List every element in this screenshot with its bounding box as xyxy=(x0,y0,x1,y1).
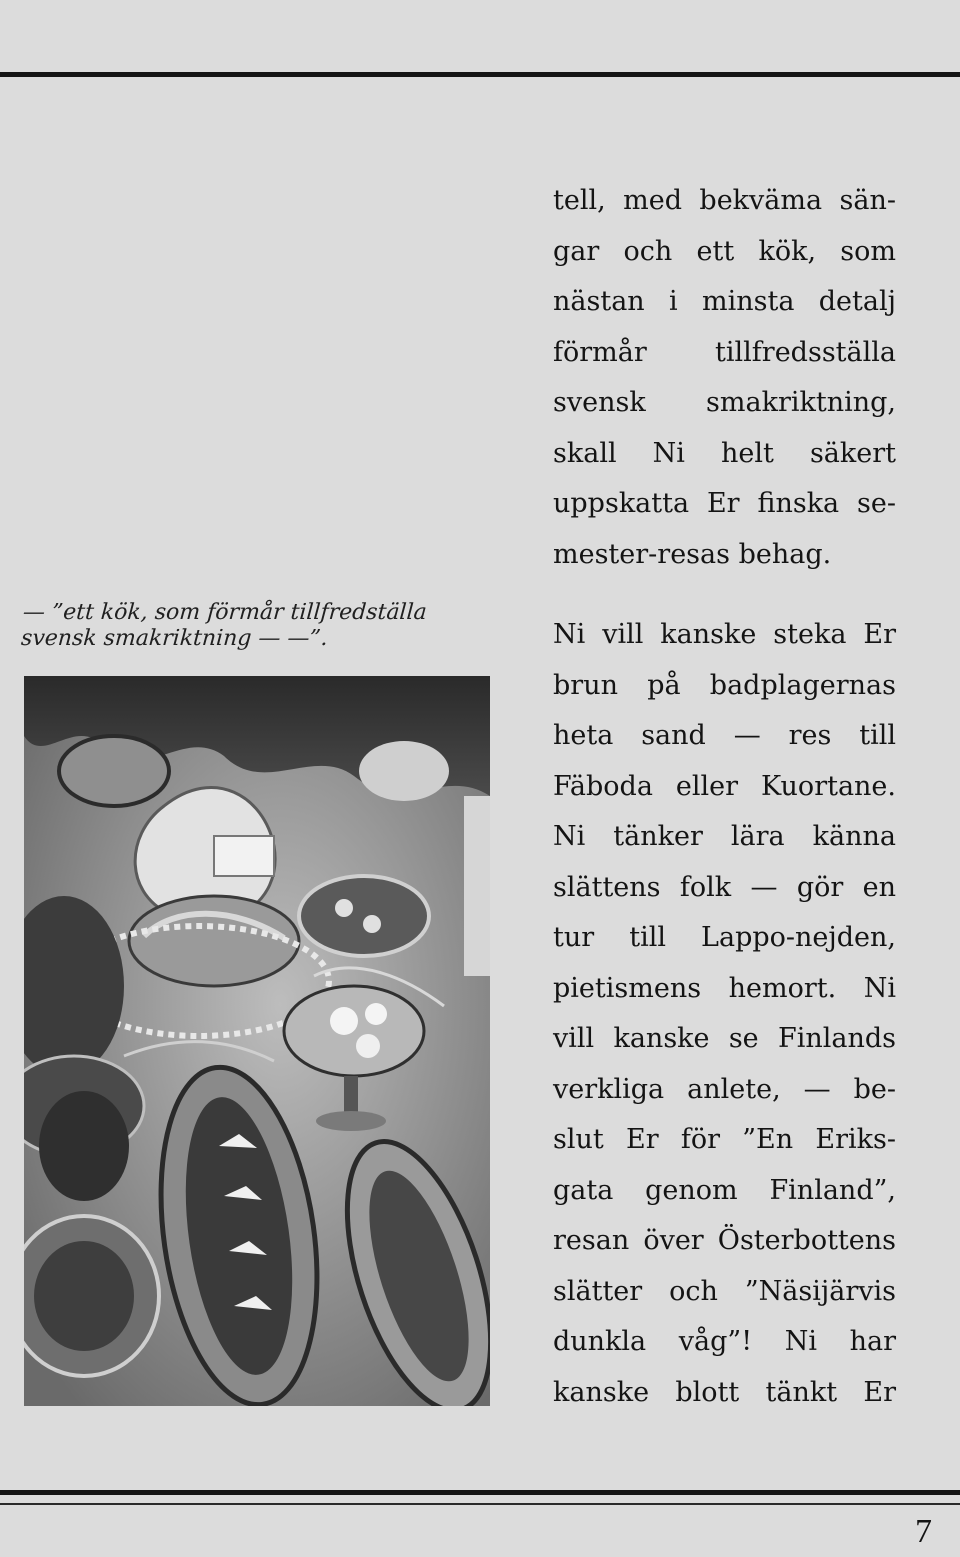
text-line: uppskatta Er finska se- xyxy=(553,488,896,519)
text-line: tell, med bekväma sän- xyxy=(553,185,896,216)
paragraph-gap xyxy=(553,580,896,610)
page-number: 7 xyxy=(915,1513,932,1550)
text-line: mester-resas behag. xyxy=(553,538,832,570)
text-line: skall Ni helt säkert xyxy=(553,437,896,469)
article-column xyxy=(553,176,896,1418)
caption-line-2: svensk smakriktning — —”. xyxy=(20,626,329,651)
caption-line-1: — ”ett kök, som förmår tillfredställa xyxy=(22,600,428,625)
text-line: dunkla våg”! Ni har xyxy=(553,1326,896,1357)
text-line: Ni vill kanske steka Er xyxy=(553,619,896,650)
top-rule xyxy=(0,72,960,77)
text-line: slut Er för ”En Eriks- xyxy=(553,1124,896,1155)
bottom-rule-thin xyxy=(0,1503,960,1505)
text-line: Ni tänker lära känna xyxy=(553,821,896,852)
text-line: vill kanske se Finlands xyxy=(553,1023,896,1054)
bottom-rule xyxy=(0,1490,960,1495)
text-line: Fäboda eller Kuortane. xyxy=(553,770,896,802)
text-line: gar och ett kök, som xyxy=(553,235,896,267)
buffet-photo xyxy=(24,676,490,1406)
text-line: resan över Österbottens xyxy=(553,1225,896,1256)
text-line: gata genom Finland”, xyxy=(553,1174,896,1206)
text-line: kanske blott tänkt Er xyxy=(553,1376,896,1408)
text-line: slätter och ”Näsijärvis xyxy=(553,1275,896,1307)
photo-caption xyxy=(20,600,484,652)
text-line: pietismens hemort. Ni xyxy=(553,972,896,1004)
text-line: verkliga anlete, — be- xyxy=(553,1073,896,1105)
text-line: slättens folk — gör en xyxy=(553,871,896,903)
text-line: förmår tillfredsställa xyxy=(553,336,896,368)
text-line: svensk smakriktning, xyxy=(553,387,896,418)
text-line: brun på badplagernas xyxy=(553,669,896,701)
text-line: heta sand — res till xyxy=(553,720,896,751)
text-line: tur till Lappo-nejden, xyxy=(553,922,896,953)
text-line: nästan i minsta detalj xyxy=(553,286,896,317)
